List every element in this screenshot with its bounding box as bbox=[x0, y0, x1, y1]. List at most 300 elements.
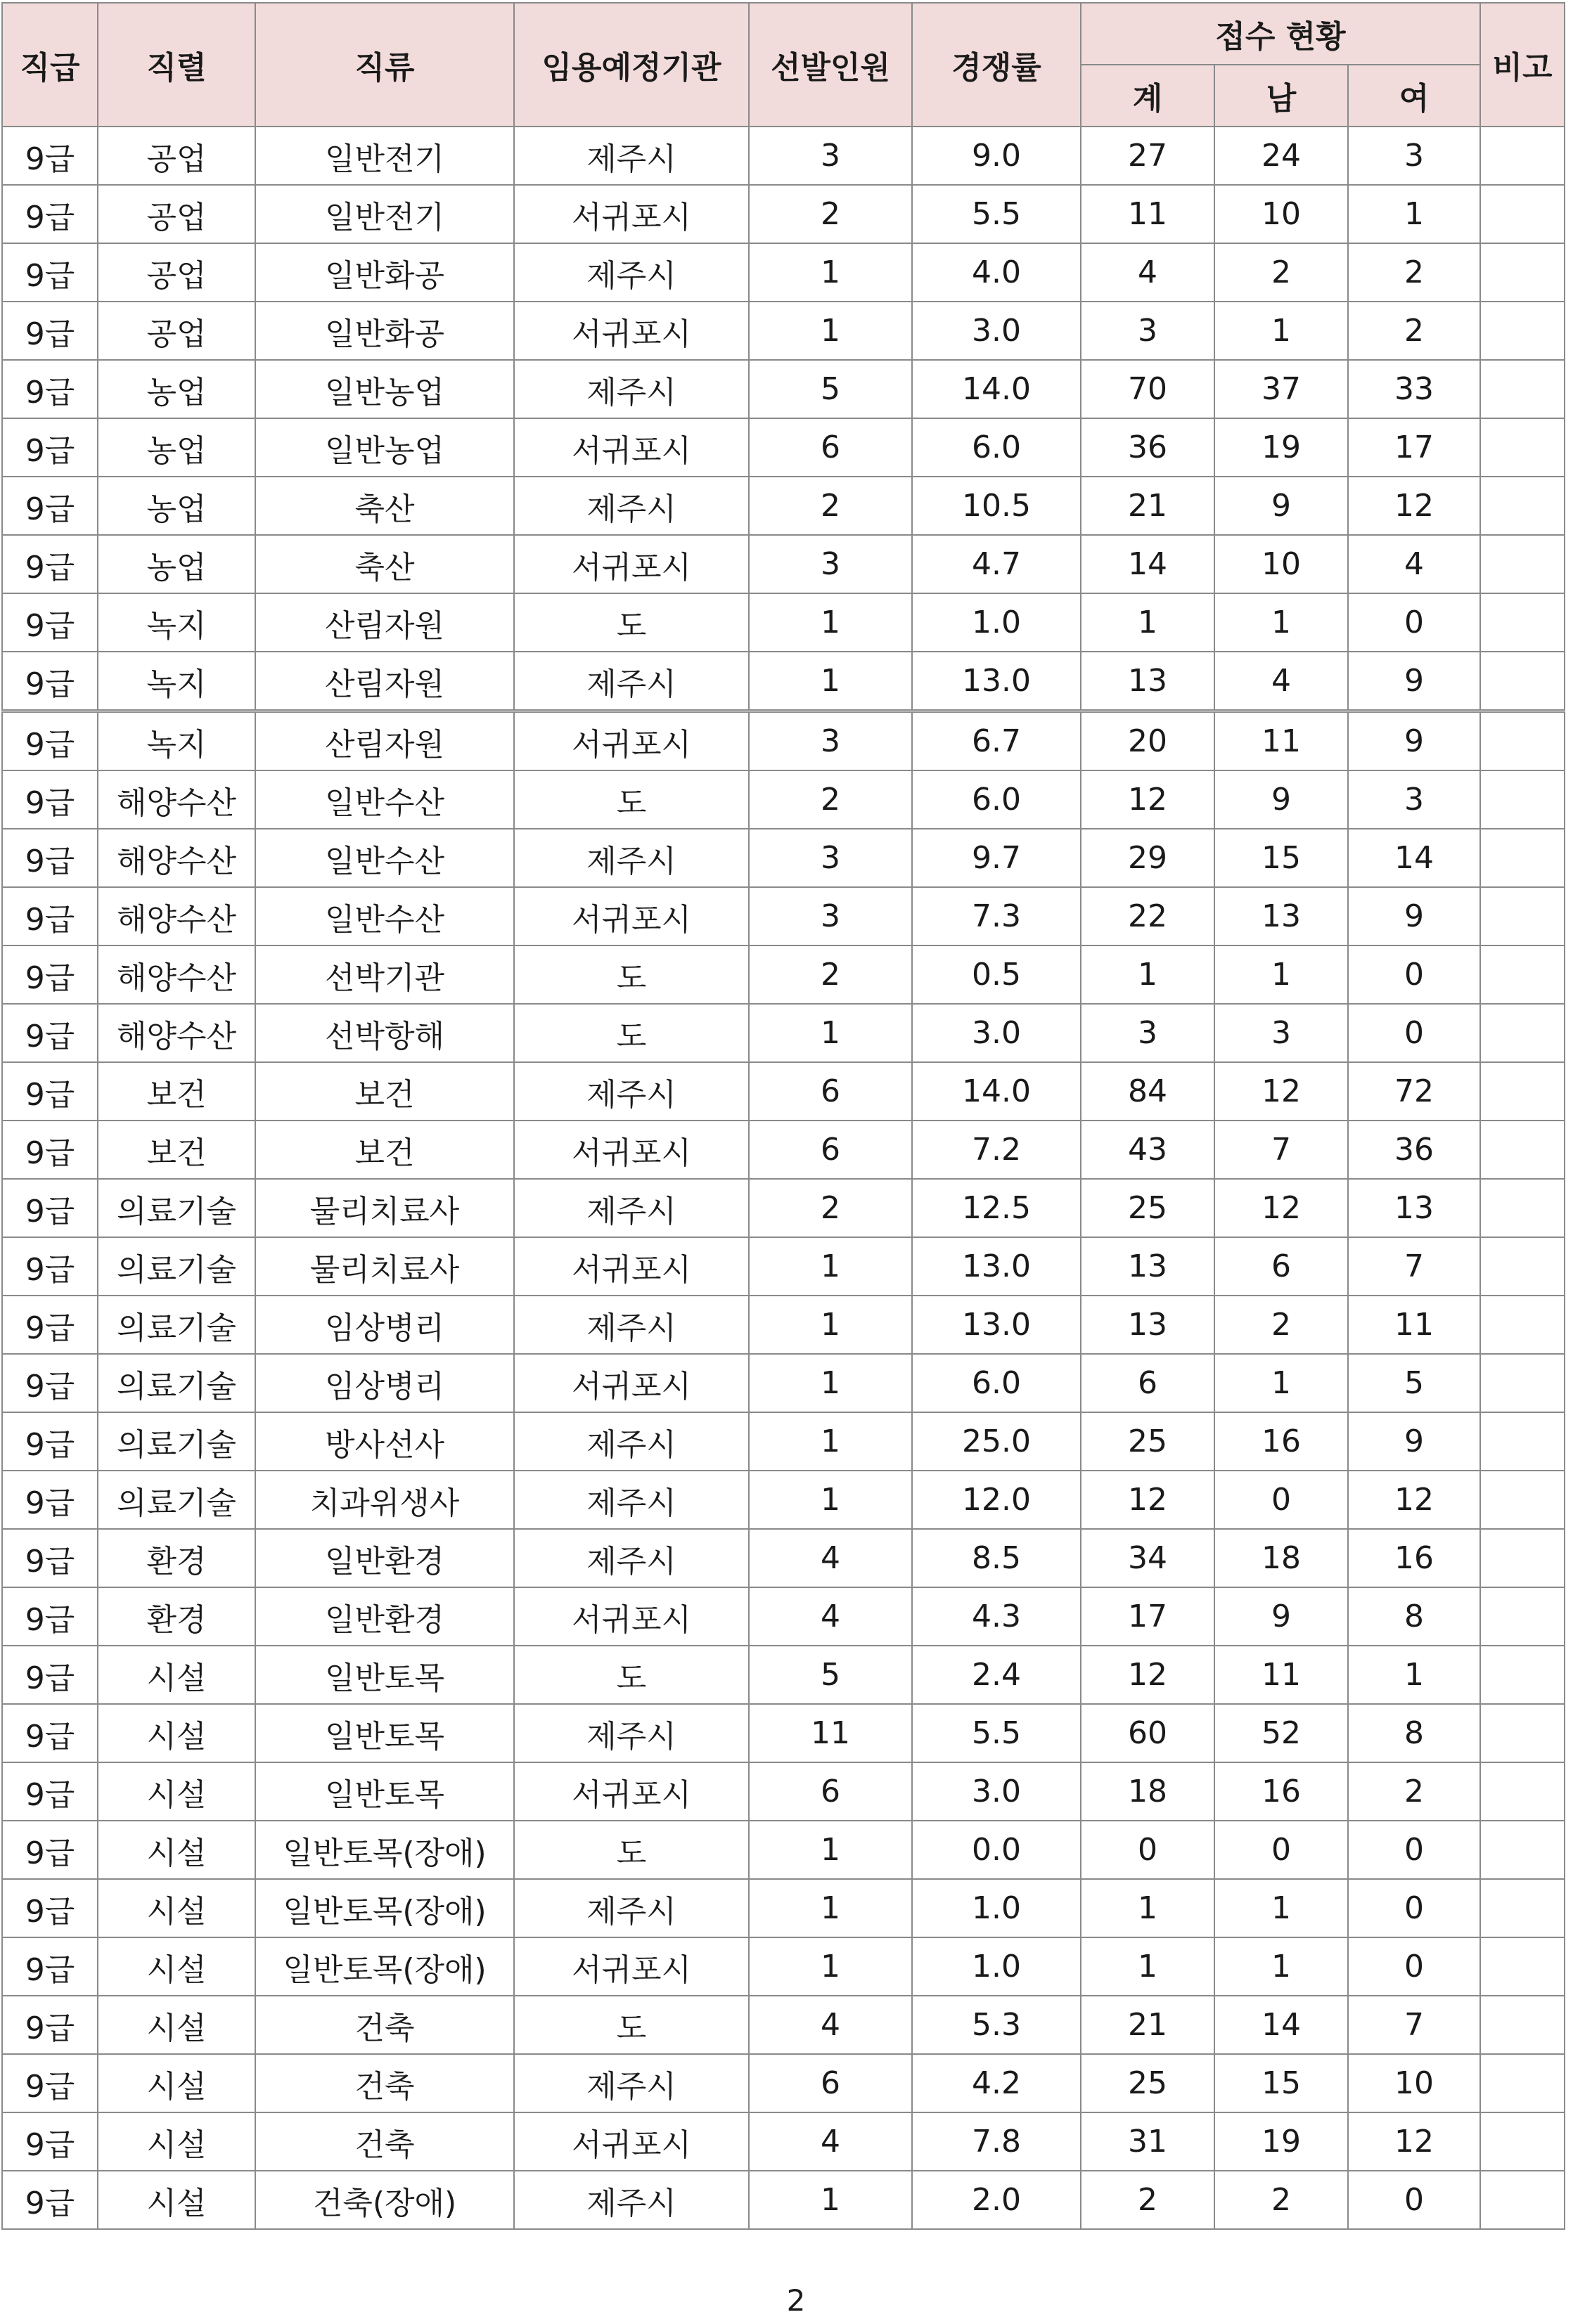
cell-total: 25 bbox=[1081, 1179, 1214, 1237]
cell-male: 18 bbox=[1214, 1529, 1348, 1587]
cell-grade: 9급 bbox=[2, 1296, 98, 1354]
cell-female: 3 bbox=[1348, 770, 1480, 829]
cell-selected: 1 bbox=[749, 1004, 912, 1062]
cell-series: 공업 bbox=[98, 302, 255, 360]
cell-total: 12 bbox=[1081, 770, 1214, 829]
cell-selected: 1 bbox=[749, 1821, 912, 1879]
cell-grade: 9급 bbox=[2, 1704, 98, 1762]
cell-category: 일반토목 bbox=[255, 1704, 514, 1762]
cell-note bbox=[1480, 829, 1565, 887]
cell-male: 19 bbox=[1214, 2112, 1348, 2171]
cell-grade: 9급 bbox=[2, 1821, 98, 1879]
cell-selected: 1 bbox=[749, 243, 912, 302]
cell-selected: 4 bbox=[749, 1996, 912, 2054]
cell-series: 시설 bbox=[98, 1646, 255, 1704]
cell-agency: 도 bbox=[514, 770, 749, 829]
cell-grade: 9급 bbox=[2, 1062, 98, 1121]
cell-total: 22 bbox=[1081, 887, 1214, 945]
cell-category: 일반농업 bbox=[255, 360, 514, 418]
cell-note bbox=[1480, 652, 1565, 711]
cell-category: 일반전기 bbox=[255, 127, 514, 185]
cell-category: 일반수산 bbox=[255, 887, 514, 945]
cell-female: 0 bbox=[1348, 593, 1480, 652]
table-row bbox=[2, 1879, 1565, 1937]
cell-agency: 서귀포시 bbox=[514, 418, 749, 477]
cell-male: 0 bbox=[1214, 1821, 1348, 1879]
cell-selected: 2 bbox=[749, 1179, 912, 1237]
cell-female: 2 bbox=[1348, 302, 1480, 360]
table-row bbox=[2, 1004, 1565, 1062]
cell-competition: 4.7 bbox=[912, 535, 1081, 593]
cell-category: 산림자원 bbox=[255, 593, 514, 652]
cell-grade: 9급 bbox=[2, 711, 98, 771]
cell-selected: 11 bbox=[749, 1704, 912, 1762]
cell-series: 농업 bbox=[98, 360, 255, 418]
table-row bbox=[2, 2112, 1565, 2171]
cell-competition: 0.5 bbox=[912, 945, 1081, 1004]
cell-note bbox=[1480, 360, 1565, 418]
cell-male: 9 bbox=[1214, 1587, 1348, 1646]
cell-category: 일반수산 bbox=[255, 829, 514, 887]
cell-selected: 6 bbox=[749, 1762, 912, 1821]
cell-total: 84 bbox=[1081, 1062, 1214, 1121]
table-row bbox=[2, 127, 1565, 185]
cell-agency: 도 bbox=[514, 1821, 749, 1879]
cell-selected: 6 bbox=[749, 2054, 912, 2112]
cell-category: 축산 bbox=[255, 477, 514, 535]
cell-selected: 6 bbox=[749, 1062, 912, 1121]
cell-series: 환경 bbox=[98, 1587, 255, 1646]
cell-agency: 제주시 bbox=[514, 1879, 749, 1937]
cell-agency: 제주시 bbox=[514, 829, 749, 887]
table-row bbox=[2, 185, 1565, 243]
cell-female: 2 bbox=[1348, 1762, 1480, 1821]
cell-agency: 서귀포시 bbox=[514, 302, 749, 360]
cell-grade: 9급 bbox=[2, 2112, 98, 2171]
cell-competition: 9.7 bbox=[912, 829, 1081, 887]
cell-grade: 9급 bbox=[2, 770, 98, 829]
cell-series: 녹지 bbox=[98, 593, 255, 652]
cell-grade: 9급 bbox=[2, 1179, 98, 1237]
cell-total: 70 bbox=[1081, 360, 1214, 418]
cell-male: 12 bbox=[1214, 1062, 1348, 1121]
cell-note bbox=[1480, 243, 1565, 302]
cell-male: 0 bbox=[1214, 1471, 1348, 1529]
cell-total: 21 bbox=[1081, 1996, 1214, 2054]
cell-total: 1 bbox=[1081, 945, 1214, 1004]
cell-selected: 1 bbox=[749, 593, 912, 652]
cell-competition: 2.4 bbox=[912, 1646, 1081, 1704]
cell-selected: 1 bbox=[749, 1937, 912, 1996]
cell-selected: 1 bbox=[749, 1354, 912, 1412]
cell-competition: 0.0 bbox=[912, 1821, 1081, 1879]
cell-series: 녹지 bbox=[98, 711, 255, 771]
cell-total: 3 bbox=[1081, 302, 1214, 360]
cell-category: 건축 bbox=[255, 2112, 514, 2171]
cell-note bbox=[1480, 1529, 1565, 1587]
cell-series: 의료기술 bbox=[98, 1354, 255, 1412]
cell-grade: 9급 bbox=[2, 1587, 98, 1646]
cell-male: 1 bbox=[1214, 302, 1348, 360]
cell-competition: 7.3 bbox=[912, 887, 1081, 945]
cell-agency: 제주시 bbox=[514, 1529, 749, 1587]
cell-category: 일반토목(장애) bbox=[255, 1937, 514, 1996]
table-row bbox=[2, 770, 1565, 829]
cell-total: 43 bbox=[1081, 1121, 1214, 1179]
cell-total: 11 bbox=[1081, 185, 1214, 243]
table-row bbox=[2, 945, 1565, 1004]
cell-total: 25 bbox=[1081, 1412, 1214, 1471]
cell-agency: 서귀포시 bbox=[514, 1587, 749, 1646]
cell-male: 24 bbox=[1214, 127, 1348, 185]
cell-series: 공업 bbox=[98, 127, 255, 185]
cell-male: 3 bbox=[1214, 1004, 1348, 1062]
cell-total: 6 bbox=[1081, 1354, 1214, 1412]
cell-agency: 서귀포시 bbox=[514, 1121, 749, 1179]
table-row bbox=[2, 418, 1565, 477]
header-female: 여 bbox=[1348, 65, 1480, 127]
table-row bbox=[2, 360, 1565, 418]
cell-grade: 9급 bbox=[2, 1471, 98, 1529]
cell-male: 52 bbox=[1214, 1704, 1348, 1762]
cell-selected: 4 bbox=[749, 1587, 912, 1646]
cell-note bbox=[1480, 1821, 1565, 1879]
table-row bbox=[2, 1179, 1565, 1237]
cell-grade: 9급 bbox=[2, 477, 98, 535]
cell-category: 일반전기 bbox=[255, 185, 514, 243]
cell-competition: 1.0 bbox=[912, 1937, 1081, 1996]
table-row bbox=[2, 887, 1565, 945]
cell-male: 10 bbox=[1214, 185, 1348, 243]
cell-agency: 도 bbox=[514, 593, 749, 652]
cell-female: 0 bbox=[1348, 2171, 1480, 2229]
cell-competition: 6.0 bbox=[912, 418, 1081, 477]
cell-note bbox=[1480, 1879, 1565, 1937]
cell-male: 1 bbox=[1214, 1879, 1348, 1937]
cell-female: 9 bbox=[1348, 711, 1480, 771]
cell-note bbox=[1480, 2054, 1565, 2112]
cell-total: 13 bbox=[1081, 1237, 1214, 1296]
cell-agency: 서귀포시 bbox=[514, 1762, 749, 1821]
table-row bbox=[2, 302, 1565, 360]
cell-grade: 9급 bbox=[2, 1354, 98, 1412]
cell-competition: 8.5 bbox=[912, 1529, 1081, 1587]
cell-total: 20 bbox=[1081, 711, 1214, 771]
cell-note bbox=[1480, 477, 1565, 535]
cell-total: 1 bbox=[1081, 593, 1214, 652]
cell-category: 방사선사 bbox=[255, 1412, 514, 1471]
cell-competition: 13.0 bbox=[912, 1237, 1081, 1296]
cell-category: 일반토목 bbox=[255, 1762, 514, 1821]
cell-agency: 도 bbox=[514, 945, 749, 1004]
cell-selected: 3 bbox=[749, 535, 912, 593]
table-row bbox=[2, 1529, 1565, 1587]
cell-total: 1 bbox=[1081, 1879, 1214, 1937]
table-row bbox=[2, 829, 1565, 887]
cell-category: 선박항해 bbox=[255, 1004, 514, 1062]
cell-grade: 9급 bbox=[2, 1937, 98, 1996]
cell-male: 37 bbox=[1214, 360, 1348, 418]
cell-note bbox=[1480, 1587, 1565, 1646]
cell-agency: 서귀포시 bbox=[514, 1237, 749, 1296]
cell-note bbox=[1480, 1121, 1565, 1179]
cell-female: 0 bbox=[1348, 1004, 1480, 1062]
cell-agency: 제주시 bbox=[514, 477, 749, 535]
cell-total: 12 bbox=[1081, 1471, 1214, 1529]
cell-total: 1 bbox=[1081, 1937, 1214, 1996]
cell-total: 2 bbox=[1081, 2171, 1214, 2229]
cell-category: 일반환경 bbox=[255, 1529, 514, 1587]
cell-category: 물리치료사 bbox=[255, 1237, 514, 1296]
cell-male: 1 bbox=[1214, 593, 1348, 652]
cell-selected: 1 bbox=[749, 652, 912, 711]
cell-grade: 9급 bbox=[2, 1529, 98, 1587]
cell-female: 7 bbox=[1348, 1237, 1480, 1296]
cell-grade: 9급 bbox=[2, 127, 98, 185]
cell-series: 시설 bbox=[98, 1704, 255, 1762]
cell-competition: 6.0 bbox=[912, 1354, 1081, 1412]
cell-selected: 1 bbox=[749, 1879, 912, 1937]
cell-female: 8 bbox=[1348, 1587, 1480, 1646]
cell-series: 시설 bbox=[98, 1879, 255, 1937]
cell-total: 29 bbox=[1081, 829, 1214, 887]
cell-selected: 2 bbox=[749, 185, 912, 243]
cell-agency: 제주시 bbox=[514, 652, 749, 711]
cell-grade: 9급 bbox=[2, 1762, 98, 1821]
cell-category: 물리치료사 bbox=[255, 1179, 514, 1237]
cell-grade: 9급 bbox=[2, 418, 98, 477]
cell-series: 시설 bbox=[98, 2171, 255, 2229]
header-category: 직류 bbox=[255, 3, 514, 127]
cell-note bbox=[1480, 1296, 1565, 1354]
cell-category: 임상병리 bbox=[255, 1296, 514, 1354]
table-row bbox=[2, 1646, 1565, 1704]
cell-female: 2 bbox=[1348, 243, 1480, 302]
cell-total: 36 bbox=[1081, 418, 1214, 477]
cell-competition: 12.5 bbox=[912, 1179, 1081, 1237]
cell-agency: 제주시 bbox=[514, 360, 749, 418]
cell-selected: 4 bbox=[749, 1529, 912, 1587]
cell-series: 공업 bbox=[98, 243, 255, 302]
cell-grade: 9급 bbox=[2, 2171, 98, 2229]
cell-female: 36 bbox=[1348, 1121, 1480, 1179]
cell-male: 4 bbox=[1214, 652, 1348, 711]
cell-competition: 1.0 bbox=[912, 593, 1081, 652]
cell-total: 13 bbox=[1081, 1296, 1214, 1354]
cell-series: 의료기술 bbox=[98, 1412, 255, 1471]
cell-note bbox=[1480, 945, 1565, 1004]
cell-note bbox=[1480, 302, 1565, 360]
cell-series: 의료기술 bbox=[98, 1471, 255, 1529]
cell-male: 16 bbox=[1214, 1762, 1348, 1821]
cell-female: 0 bbox=[1348, 1937, 1480, 1996]
cell-agency: 도 bbox=[514, 1996, 749, 2054]
cell-agency: 서귀포시 bbox=[514, 1937, 749, 1996]
cell-series: 공업 bbox=[98, 185, 255, 243]
cell-grade: 9급 bbox=[2, 1879, 98, 1937]
header-male: 남 bbox=[1214, 65, 1348, 127]
cell-male: 1 bbox=[1214, 945, 1348, 1004]
cell-total: 14 bbox=[1081, 535, 1214, 593]
cell-female: 0 bbox=[1348, 1879, 1480, 1937]
cell-competition: 25.0 bbox=[912, 1412, 1081, 1471]
cell-agency: 제주시 bbox=[514, 2054, 749, 2112]
cell-male: 1 bbox=[1214, 1354, 1348, 1412]
cell-note bbox=[1480, 1704, 1565, 1762]
cell-female: 10 bbox=[1348, 2054, 1480, 2112]
table-row bbox=[2, 2171, 1565, 2229]
cell-agency: 서귀포시 bbox=[514, 185, 749, 243]
cell-male: 9 bbox=[1214, 477, 1348, 535]
cell-series: 시설 bbox=[98, 1762, 255, 1821]
header-total: 계 bbox=[1081, 65, 1214, 127]
table-row bbox=[2, 1237, 1565, 1296]
cell-series: 보건 bbox=[98, 1062, 255, 1121]
cell-female: 16 bbox=[1348, 1529, 1480, 1587]
cell-selected: 1 bbox=[749, 1237, 912, 1296]
cell-selected: 1 bbox=[749, 1471, 912, 1529]
cell-selected: 2 bbox=[749, 477, 912, 535]
cell-female: 12 bbox=[1348, 477, 1480, 535]
cell-male: 15 bbox=[1214, 2054, 1348, 2112]
cell-grade: 9급 bbox=[2, 652, 98, 711]
cell-total: 31 bbox=[1081, 2112, 1214, 2171]
cell-selected: 3 bbox=[749, 711, 912, 771]
cell-grade: 9급 bbox=[2, 945, 98, 1004]
cell-selected: 3 bbox=[749, 127, 912, 185]
cell-category: 산림자원 bbox=[255, 652, 514, 711]
cell-agency: 제주시 bbox=[514, 2171, 749, 2229]
cell-total: 4 bbox=[1081, 243, 1214, 302]
cell-grade: 9급 bbox=[2, 2054, 98, 2112]
cell-category: 건축 bbox=[255, 1996, 514, 2054]
cell-male: 14 bbox=[1214, 1996, 1348, 2054]
cell-competition: 1.0 bbox=[912, 1879, 1081, 1937]
cell-competition: 13.0 bbox=[912, 652, 1081, 711]
cell-competition: 7.2 bbox=[912, 1121, 1081, 1179]
cell-selected: 6 bbox=[749, 418, 912, 477]
cell-competition: 12.0 bbox=[912, 1471, 1081, 1529]
cell-note bbox=[1480, 770, 1565, 829]
cell-category: 건축 bbox=[255, 2054, 514, 2112]
cell-male: 1 bbox=[1214, 1937, 1348, 1996]
cell-series: 시설 bbox=[98, 2112, 255, 2171]
cell-grade: 9급 bbox=[2, 593, 98, 652]
cell-total: 0 bbox=[1081, 1821, 1214, 1879]
cell-note bbox=[1480, 593, 1565, 652]
cell-female: 7 bbox=[1348, 1996, 1480, 2054]
cell-male: 15 bbox=[1214, 829, 1348, 887]
cell-series: 환경 bbox=[98, 1529, 255, 1587]
cell-series: 해양수산 bbox=[98, 770, 255, 829]
cell-competition: 7.8 bbox=[912, 2112, 1081, 2171]
cell-note bbox=[1480, 887, 1565, 945]
cell-total: 25 bbox=[1081, 2054, 1214, 2112]
cell-agency: 제주시 bbox=[514, 127, 749, 185]
header-applications: 접수 현황 bbox=[1081, 3, 1480, 65]
cell-competition: 10.5 bbox=[912, 477, 1081, 535]
cell-female: 12 bbox=[1348, 1471, 1480, 1529]
cell-competition: 9.0 bbox=[912, 127, 1081, 185]
cell-category: 일반토목(장애) bbox=[255, 1821, 514, 1879]
cell-female: 1 bbox=[1348, 185, 1480, 243]
cell-female: 3 bbox=[1348, 127, 1480, 185]
cell-agency: 제주시 bbox=[514, 1704, 749, 1762]
cell-competition: 5.3 bbox=[912, 1996, 1081, 2054]
cell-note bbox=[1480, 2171, 1565, 2229]
table-row bbox=[2, 2054, 1565, 2112]
cell-total: 17 bbox=[1081, 1587, 1214, 1646]
cell-total: 34 bbox=[1081, 1529, 1214, 1587]
cell-series: 시설 bbox=[98, 1996, 255, 2054]
cell-female: 0 bbox=[1348, 945, 1480, 1004]
cell-male: 2 bbox=[1214, 243, 1348, 302]
cell-series: 해양수산 bbox=[98, 829, 255, 887]
cell-male: 6 bbox=[1214, 1237, 1348, 1296]
table-row bbox=[2, 1471, 1565, 1529]
cell-grade: 9급 bbox=[2, 1237, 98, 1296]
table-row bbox=[2, 1062, 1565, 1121]
cell-competition: 3.0 bbox=[912, 1004, 1081, 1062]
cell-note bbox=[1480, 1937, 1565, 1996]
cell-note bbox=[1480, 1354, 1565, 1412]
cell-female: 9 bbox=[1348, 1412, 1480, 1471]
cell-female: 9 bbox=[1348, 652, 1480, 711]
table-row bbox=[2, 1821, 1565, 1879]
cell-series: 해양수산 bbox=[98, 887, 255, 945]
cell-female: 12 bbox=[1348, 2112, 1480, 2171]
cell-grade: 9급 bbox=[2, 243, 98, 302]
cell-agency: 제주시 bbox=[514, 1179, 749, 1237]
cell-male: 11 bbox=[1214, 711, 1348, 771]
cell-category: 치과위생사 bbox=[255, 1471, 514, 1529]
cell-category: 일반수산 bbox=[255, 770, 514, 829]
table-row bbox=[2, 1937, 1565, 1996]
cell-note bbox=[1480, 1412, 1565, 1471]
cell-selected: 1 bbox=[749, 1296, 912, 1354]
cell-male: 2 bbox=[1214, 1296, 1348, 1354]
cell-agency: 서귀포시 bbox=[514, 535, 749, 593]
cell-male: 9 bbox=[1214, 770, 1348, 829]
cell-note bbox=[1480, 1062, 1565, 1121]
cell-selected: 1 bbox=[749, 1412, 912, 1471]
cell-female: 13 bbox=[1348, 1179, 1480, 1237]
cell-category: 일반농업 bbox=[255, 418, 514, 477]
cell-category: 보건 bbox=[255, 1062, 514, 1121]
cell-grade: 9급 bbox=[2, 829, 98, 887]
cell-series: 시설 bbox=[98, 2054, 255, 2112]
cell-female: 14 bbox=[1348, 829, 1480, 887]
cell-competition: 6.7 bbox=[912, 711, 1081, 771]
cell-grade: 9급 bbox=[2, 535, 98, 593]
cell-series: 의료기술 bbox=[98, 1296, 255, 1354]
cell-selected: 5 bbox=[749, 360, 912, 418]
cell-total: 13 bbox=[1081, 652, 1214, 711]
cell-female: 9 bbox=[1348, 887, 1480, 945]
cell-total: 21 bbox=[1081, 477, 1214, 535]
header-competition: 경쟁률 bbox=[912, 3, 1081, 127]
cell-agency: 제주시 bbox=[514, 1062, 749, 1121]
cell-female: 17 bbox=[1348, 418, 1480, 477]
cell-grade: 9급 bbox=[2, 1121, 98, 1179]
cell-selected: 5 bbox=[749, 1646, 912, 1704]
cell-competition: 13.0 bbox=[912, 1296, 1081, 1354]
cell-note bbox=[1480, 1996, 1565, 2054]
cell-female: 0 bbox=[1348, 1821, 1480, 1879]
cell-female: 11 bbox=[1348, 1296, 1480, 1354]
table-row bbox=[2, 1121, 1565, 1179]
cell-total: 60 bbox=[1081, 1704, 1214, 1762]
